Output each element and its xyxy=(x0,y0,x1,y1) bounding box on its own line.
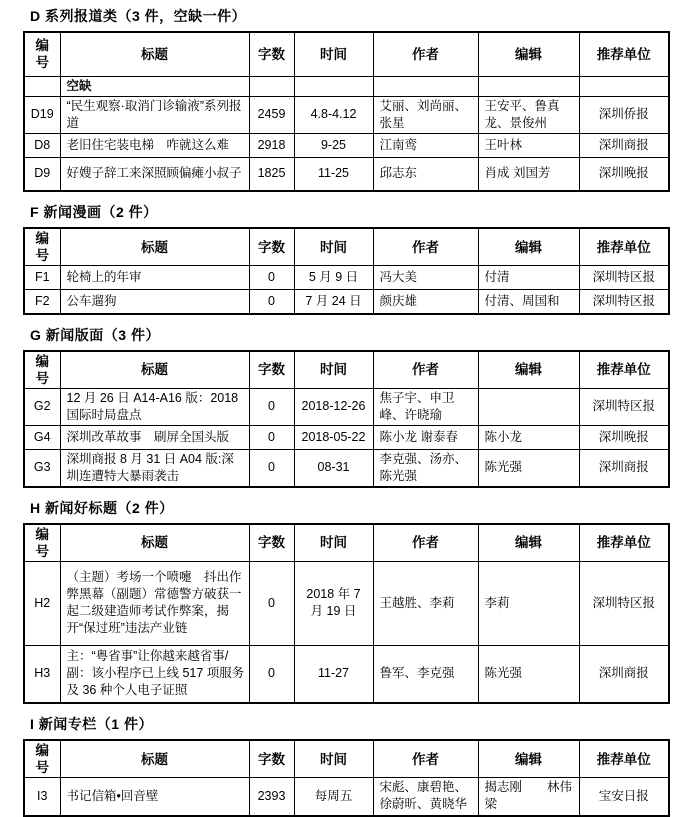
section-title-f: F 新闻漫画（2 件） xyxy=(30,204,158,220)
cell-no: D9 xyxy=(24,157,60,191)
table-f xyxy=(23,227,670,315)
column-header-time: 时间 xyxy=(294,524,373,562)
cell-author: 王越胜、李莉 xyxy=(373,561,478,645)
column-header-author: 作者 xyxy=(373,32,478,76)
table-row xyxy=(24,290,669,314)
section-title-h: H 新闻好标题（2 件） xyxy=(30,499,174,516)
table-row xyxy=(24,388,669,425)
column-header-author: 作者 xyxy=(373,740,478,778)
cell-unit xyxy=(579,76,669,96)
section-title-g: G 新闻版面（3 件） xyxy=(30,326,160,343)
column-header-author: 作者 xyxy=(373,524,478,562)
column-header-unit: 推荐单位 xyxy=(579,32,669,76)
cell-author: 颜庆雄 xyxy=(373,290,478,314)
cell-editor: 揭志刚 林伟梁 xyxy=(478,778,579,816)
section-title-i: I 新闻专栏（1 件） xyxy=(30,716,153,732)
cell-author: 宋彪、康碧艳、徐蔚昕、黄晓华 xyxy=(373,778,478,816)
cell-unit: 深圳特区报 xyxy=(579,561,669,645)
table-i xyxy=(23,739,670,817)
cell-title: 深圳改革故事 刷屏全国头版 xyxy=(60,425,249,449)
cell-title: 老旧住宅装电梯 咋就这么难 xyxy=(60,133,249,157)
cell-words: 0 xyxy=(249,425,294,449)
cell-title: 书记信箱•回音壁 xyxy=(60,778,249,816)
cell-unit: 深圳特区报 xyxy=(579,388,669,425)
cell-no: F2 xyxy=(24,290,60,314)
column-header-editor: 编辑 xyxy=(478,228,579,266)
cell-title: 主：“粤省事”让你越来越省事/副：该小程序已上线 517 项服务及 36 种个人电子证照 xyxy=(60,645,249,703)
column-header-title: 标题 xyxy=(60,32,249,76)
cell-editor xyxy=(478,76,579,96)
cell-unit: 深圳商报 xyxy=(579,133,669,157)
cell-author: 李克强、汤亦、陈光强 xyxy=(373,449,478,487)
cell-time: 2018-05-22 xyxy=(294,425,373,449)
column-header-unit: 推荐单位 xyxy=(579,740,669,778)
column-header-unit: 推荐单位 xyxy=(579,351,669,389)
table-row xyxy=(24,133,669,157)
cell-author: 鲁军、李克强 xyxy=(373,645,478,703)
cell-editor xyxy=(478,388,579,425)
cell-editor: 付清、周国和 xyxy=(478,290,579,314)
column-header-title: 标题 xyxy=(60,740,249,778)
cell-time: 5 月 9 日 xyxy=(294,266,373,290)
column-header-words: 字数 xyxy=(249,351,294,389)
section-h xyxy=(23,500,668,705)
table-g xyxy=(23,350,670,488)
table-h xyxy=(23,523,670,705)
cell-editor: 陈光强 xyxy=(478,449,579,487)
cell-words: 0 xyxy=(249,645,294,703)
cell-words: 2393 xyxy=(249,778,294,816)
section-title-d: D 系列报道类（3 件，空缺一件） xyxy=(30,8,247,24)
cell-editor: 肖成 刘国芳 xyxy=(478,157,579,191)
column-header-author: 作者 xyxy=(373,228,478,266)
column-header-title: 标题 xyxy=(60,228,249,266)
cell-author: 冯大美 xyxy=(373,266,478,290)
cell-title: （主题）考场一个喷嚏 抖出作弊黑幕（副题）常德警方破获一起二级建造师考试作弊案，揭开“保过班”违法产业链 xyxy=(60,561,249,645)
cell-words: 0 xyxy=(249,290,294,314)
cell-time: 7 月 24 日 xyxy=(294,290,373,314)
column-header-time: 时间 xyxy=(294,351,373,389)
column-header-words: 字数 xyxy=(249,524,294,562)
cell-editor: 王叶林 xyxy=(478,133,579,157)
table-row xyxy=(24,76,669,96)
cell-author: 江南鸾 xyxy=(373,133,478,157)
cell-time: 08-31 xyxy=(294,449,373,487)
section-d xyxy=(23,8,668,192)
cell-unit: 深圳商报 xyxy=(579,645,669,703)
cell-no: F1 xyxy=(24,266,60,290)
column-header-no: 编号 xyxy=(24,740,60,778)
table-row xyxy=(24,266,669,290)
cell-no: D19 xyxy=(24,96,60,133)
cell-unit: 深圳特区报 xyxy=(579,266,669,290)
column-header-editor: 编辑 xyxy=(478,740,579,778)
cell-words xyxy=(249,76,294,96)
cell-author: 焦子宇、申卫峰、许晓瑜 xyxy=(373,388,478,425)
cell-words: 0 xyxy=(249,388,294,425)
cell-author xyxy=(373,76,478,96)
cell-title: 轮椅上的年审 xyxy=(60,266,249,290)
column-header-words: 字数 xyxy=(249,32,294,76)
table-row xyxy=(24,425,669,449)
cell-no: G3 xyxy=(24,449,60,487)
cell-unit: 深圳侨报 xyxy=(579,96,669,133)
cell-title: 好嫂子辞工来深照顾偏瘫小叔子 xyxy=(60,157,249,191)
cell-editor: 付清 xyxy=(478,266,579,290)
cell-words: 2459 xyxy=(249,96,294,133)
column-header-time: 时间 xyxy=(294,32,373,76)
cell-title: 12 月 26 日 A14-A16 版：2018 国际时局盘点 xyxy=(60,388,249,425)
table-row xyxy=(24,561,669,645)
header-row xyxy=(24,351,669,389)
column-header-author: 作者 xyxy=(373,351,478,389)
cell-no: H2 xyxy=(24,561,60,645)
header-row xyxy=(24,524,669,562)
header-row xyxy=(24,32,669,76)
table-d xyxy=(23,31,670,192)
column-header-no: 编号 xyxy=(24,351,60,389)
section-f xyxy=(23,204,668,315)
cell-time: 4.8-4.12 xyxy=(294,96,373,133)
column-header-no: 编号 xyxy=(24,228,60,266)
cell-words: 0 xyxy=(249,266,294,290)
cell-no xyxy=(24,76,60,96)
cell-time: 11-27 xyxy=(294,645,373,703)
column-header-time: 时间 xyxy=(294,228,373,266)
cell-time: 2018-12-26 xyxy=(294,388,373,425)
column-header-editor: 编辑 xyxy=(478,524,579,562)
table-row xyxy=(24,96,669,133)
cell-no: G2 xyxy=(24,388,60,425)
table-row xyxy=(24,645,669,703)
column-header-words: 字数 xyxy=(249,228,294,266)
cell-words: 0 xyxy=(249,449,294,487)
cell-words: 1825 xyxy=(249,157,294,191)
cell-time: 2018 年 7 月 19 日 xyxy=(294,561,373,645)
cell-time: 9-25 xyxy=(294,133,373,157)
cell-title: “民生观察·取消门诊输液”系列报道 xyxy=(60,96,249,133)
cell-unit: 深圳商报 xyxy=(579,449,669,487)
cell-unit: 深圳晚报 xyxy=(579,157,669,191)
table-row xyxy=(24,157,669,191)
cell-editor: 陈小龙 xyxy=(478,425,579,449)
header-row xyxy=(24,740,669,778)
column-header-unit: 推荐单位 xyxy=(579,228,669,266)
column-header-time: 时间 xyxy=(294,740,373,778)
table-row xyxy=(24,778,669,816)
cell-no: G4 xyxy=(24,425,60,449)
cell-editor: 李莉 xyxy=(478,561,579,645)
column-header-unit: 推荐单位 xyxy=(579,524,669,562)
cell-time: 每周五 xyxy=(294,778,373,816)
column-header-words: 字数 xyxy=(249,740,294,778)
cell-title: 公车遛狗 xyxy=(60,290,249,314)
cell-words: 2918 xyxy=(249,133,294,157)
cell-time: 11-25 xyxy=(294,157,373,191)
cell-time xyxy=(294,76,373,96)
cell-unit: 深圳特区报 xyxy=(579,290,669,314)
column-header-title: 标题 xyxy=(60,351,249,389)
cell-unit: 宝安日报 xyxy=(579,778,669,816)
cell-editor: 王安平、鲁真龙、景俊州 xyxy=(478,96,579,133)
cell-author: 艾丽、刘尚丽、张星 xyxy=(373,96,478,133)
cell-words: 0 xyxy=(249,561,294,645)
cell-author: 邱志东 xyxy=(373,157,478,191)
cell-title: 空缺 xyxy=(60,76,249,96)
header-row xyxy=(24,228,669,266)
cell-editor: 陈光强 xyxy=(478,645,579,703)
section-i xyxy=(23,716,668,817)
column-header-editor: 编辑 xyxy=(478,32,579,76)
cell-title: 深圳商报 8 月 31 日 A04 版:深圳连遭特大暴雨袭击 xyxy=(60,449,249,487)
cell-author: 陈小龙 谢泰春 xyxy=(373,425,478,449)
table-row xyxy=(24,449,669,487)
column-header-no: 编号 xyxy=(24,32,60,76)
cell-unit: 深圳晚报 xyxy=(579,425,669,449)
cell-no: H3 xyxy=(24,645,60,703)
section-g xyxy=(23,327,668,488)
column-header-editor: 编辑 xyxy=(478,351,579,389)
cell-no: D8 xyxy=(24,133,60,157)
column-header-no: 编号 xyxy=(24,524,60,562)
cell-no: I3 xyxy=(24,778,60,816)
column-header-title: 标题 xyxy=(60,524,249,562)
